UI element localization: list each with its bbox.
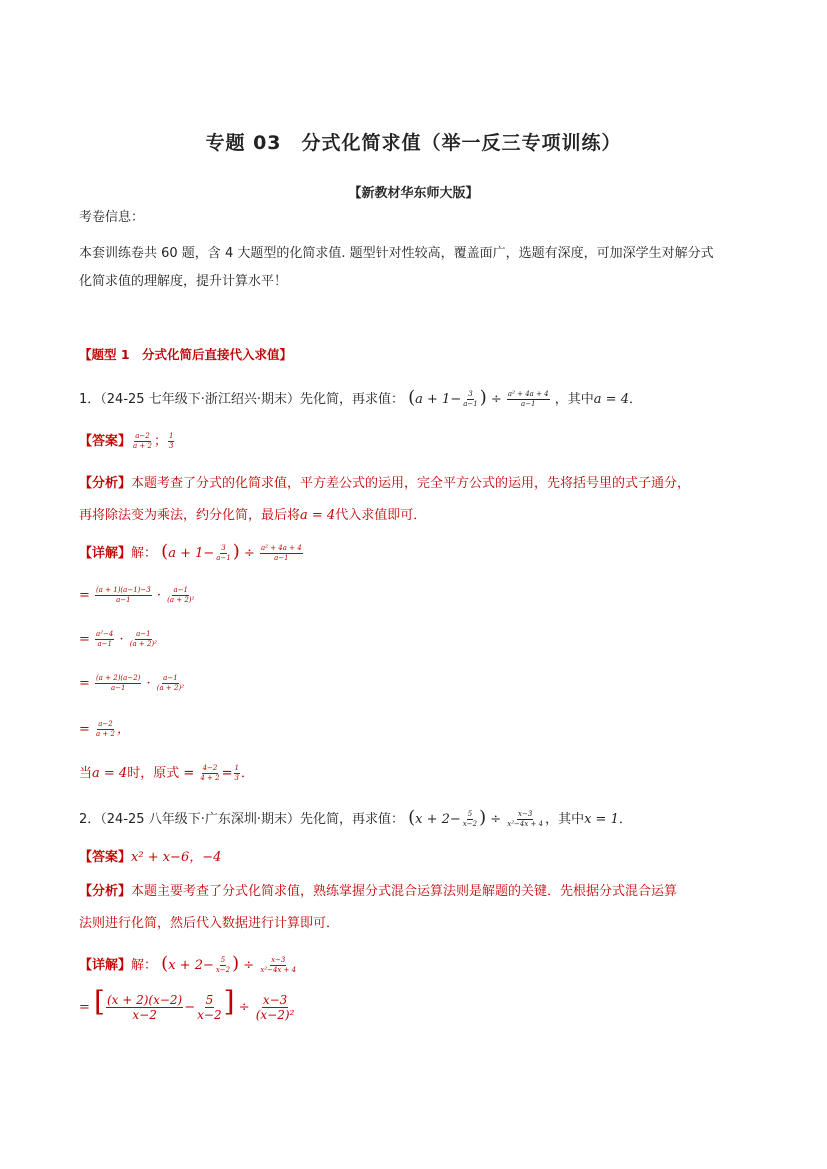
detail-1-step-2: = $\frac{\text{a²−4}}{a-1}$ · $\frac{a-1}{\text{(a + 2)²}}$: [79, 630, 157, 648]
question-number: 2．: [79, 812, 101, 827]
answer-value: [168, 433, 174, 450]
detail-prefix: 解：: [131, 546, 158, 561]
detail-label: 【详解】: [79, 546, 132, 561]
analysis-value: a = 4: [300, 508, 336, 523]
question-1: [79, 386, 642, 412]
answer-fraction-numerator: a−2: [135, 432, 150, 440]
detail-2-header: [79, 952, 298, 978]
analysis-1-line-2: [79, 504, 426, 528]
detail-2-step-1: = [ $\frac{(x + 2)(x-2)}{x-2}$ − $\frac{5}{x-2}$ ] ÷ $\frac{x-3}{\text{(x−2)²}}$: [79, 985, 295, 1022]
detail-expression: (x + 2− $\frac{5}{x-2}$ ) ÷ $\frac{x-3}{\text{x²−4x + 4}}$: [161, 953, 297, 974]
analysis-label: 【分析】: [79, 476, 132, 491]
question-source: （24-25 七年级下·浙江绍兴·期末）先化简，再求值：: [100, 392, 404, 407]
answer-value-denominator: 3: [168, 442, 174, 450]
question-expression: (x + 2− $\frac{5}{x-2}$ ) ÷ $\frac{x-3}{\text{x²−4x + 4}}$: [408, 807, 544, 828]
detail-1-step-1: = $\frac{(a + 1)(a-1)-3}{a-1}$ · $\frac{a-1}{\text{(a + 2)²}}$: [79, 586, 195, 604]
detail-1-header: [79, 540, 304, 566]
answer-label: 【答案】: [79, 850, 132, 865]
answer-fraction: [132, 433, 153, 450]
detail-1-final: [79, 762, 254, 786]
section-heading-1: 【题型 1 分式化简后直接代入求值】: [79, 347, 293, 362]
answer-value-numerator: 1: [168, 432, 174, 440]
question-condition-value: a = 4: [593, 392, 629, 407]
answer-label: 【答案】: [79, 434, 132, 449]
info-line-2: 化简求值的理解度，提升计算水平！: [79, 274, 288, 289]
analysis-text: 本题考查了分式的化简求值，平方差公式的运用，完全平方公式的运用，先将括号里的式子通分，: [131, 476, 691, 491]
final-result: [234, 765, 240, 782]
answer-1: [79, 430, 175, 454]
final-fraction: [199, 765, 220, 782]
analysis-text: 本题主要考查了分式化简求值，熟练掌握分式混合运算法则是解题的关键．先根据分式混合运算: [131, 884, 678, 899]
question-expression: (a + 1− $\frac{3}{a-1}$ ) ÷ $\frac{\text{a² + 4a + 4}}{a-1}$: [408, 387, 549, 408]
final-text-b: 时，原式 =: [127, 766, 195, 781]
final-fraction-denominator: 4 + 2: [200, 774, 220, 782]
analysis-2-line-2: 法则进行化简，然后代入数据进行计算即可．: [79, 916, 340, 931]
answer-fraction-denominator: a + 2: [133, 442, 152, 450]
answer-text: x² + x−6，−4: [131, 850, 222, 865]
answer-separator: ；: [153, 434, 167, 449]
analysis-1-line-1: [79, 472, 690, 496]
info-line-1: 本套训练卷共 60 题，含 4 大题型的化简求值. 题型针对性较高，覆盖面广，选题有深度，可加深学生对解分式: [79, 246, 714, 261]
detail-label: 【详解】: [79, 958, 132, 973]
question-2: [79, 806, 632, 832]
question-number: 1．: [79, 392, 101, 407]
question-condition: ，其中: [554, 392, 594, 407]
question-condition: ，其中: [545, 812, 585, 827]
final-result-numerator: 1: [234, 764, 239, 772]
analysis-label: 【分析】: [79, 884, 132, 899]
question-end: ．: [618, 812, 632, 827]
final-value: a = 4: [92, 766, 128, 781]
analysis-text-b: 代入求值即可．: [335, 508, 427, 523]
page-subtitle: 【新教材华东师大版】: [348, 186, 479, 201]
analysis-text-a: 再将除法变为乘法，约分化简，最后将: [79, 508, 301, 523]
question-condition-value: x = 1: [584, 812, 619, 827]
question-source: （24-25 八年级下·广东深圳·期末）先化简，再求值：: [100, 812, 404, 827]
final-text-a: 当: [79, 766, 93, 781]
detail-expression: (a + 1− $\frac{3}{a-1}$ ) ÷ $\frac{\text{a² + 4a + 4}}{a-1}$: [161, 541, 302, 562]
page-title: 专题 03 分式化简求值（举一反三专项训练）: [205, 132, 622, 154]
final-equals: =: [221, 766, 233, 781]
analysis-2-line-1: [79, 880, 677, 904]
final-fraction-numerator: 4−2: [202, 764, 218, 772]
final-result-denominator: 3: [234, 774, 239, 782]
detail-1-step-4: = $\frac{a-2}{a + 2}$ ，: [79, 720, 130, 738]
final-end: ．: [240, 766, 254, 781]
answer-2: [79, 846, 221, 870]
detail-prefix: 解：: [131, 958, 158, 973]
question-end: ．: [628, 392, 642, 407]
detail-1-step-3: = $\frac{(a + 2)(a-2)}{a-1}$ · $\frac{a-1}{\text{(a + 2)²}}$: [79, 674, 185, 692]
info-label: 考卷信息：: [79, 210, 145, 225]
